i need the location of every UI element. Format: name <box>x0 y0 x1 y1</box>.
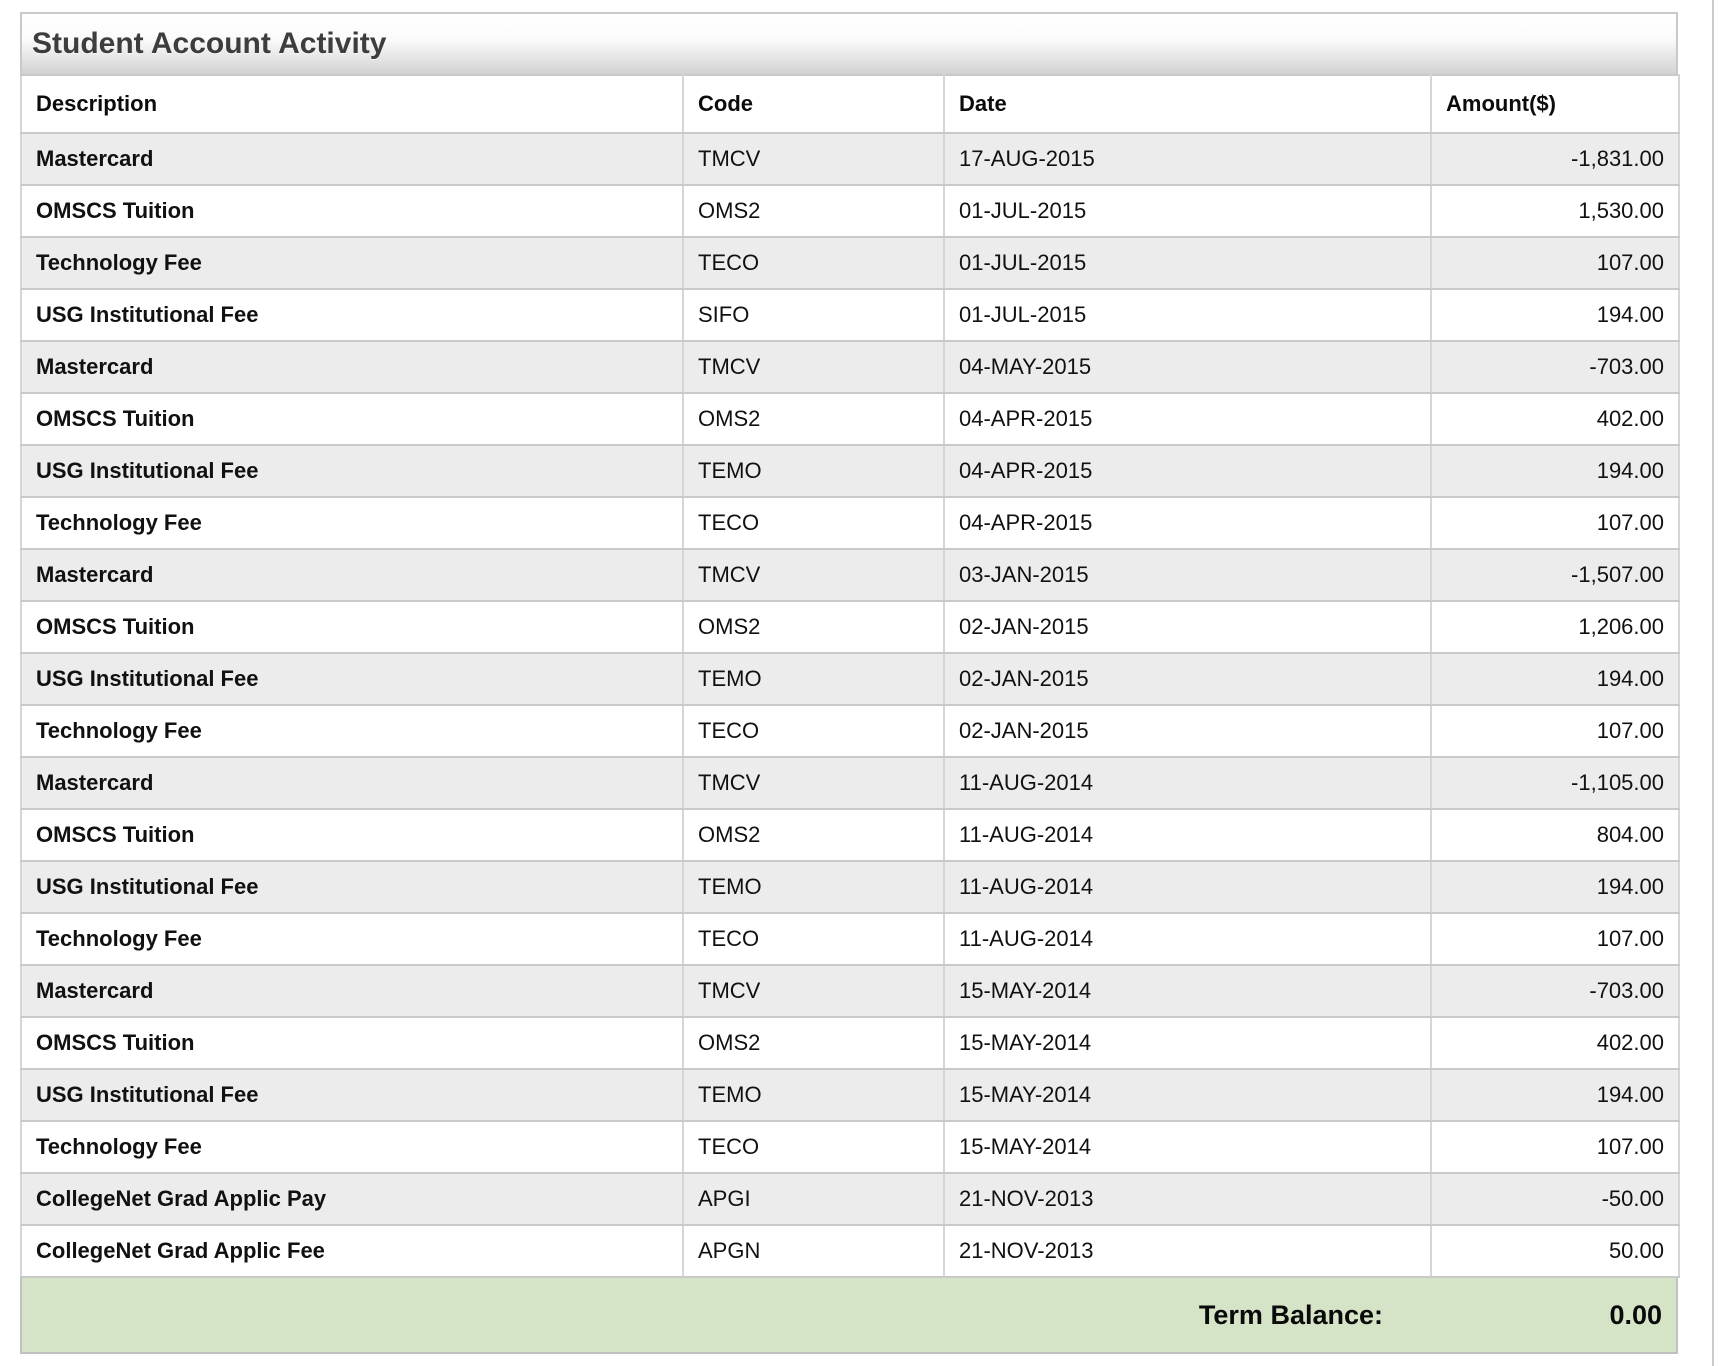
cell-code: TEMO <box>683 445 944 497</box>
cell-date: 21-NOV-2013 <box>944 1173 1431 1225</box>
cell-date: 02-JAN-2015 <box>944 705 1431 757</box>
cell-code: OMS2 <box>683 809 944 861</box>
cell-date: 02-JAN-2015 <box>944 601 1431 653</box>
cell-description: Technology Fee <box>21 705 683 757</box>
panel-title-bar <box>20 12 1678 74</box>
term-balance-label: Term Balance: <box>1198 1299 1383 1330</box>
cell-description: USG Institutional Fee <box>21 289 683 341</box>
cell-description: Technology Fee <box>21 913 683 965</box>
cell-description: Technology Fee <box>21 1121 683 1173</box>
cell-date: 04-APR-2015 <box>944 497 1431 549</box>
cell-description: Mastercard <box>21 549 683 601</box>
cell-amount: 107.00 <box>1431 497 1679 549</box>
cell-description: Mastercard <box>21 757 683 809</box>
cell-date: 15-MAY-2014 <box>944 965 1431 1017</box>
cell-amount: -50.00 <box>1431 1173 1679 1225</box>
cell-date: 11-AUG-2014 <box>944 757 1431 809</box>
table-header <box>21 75 1679 133</box>
table-row <box>21 653 1679 705</box>
cell-code: OMS2 <box>683 393 944 445</box>
cell-code: TECO <box>683 913 944 965</box>
cell-code: TECO <box>683 705 944 757</box>
cell-description: USG Institutional Fee <box>21 445 683 497</box>
table-row <box>21 549 1679 601</box>
cell-amount: -703.00 <box>1431 965 1679 1017</box>
cell-amount: 402.00 <box>1431 393 1679 445</box>
table-row <box>21 289 1679 341</box>
column-header-code: Code <box>683 75 944 133</box>
column-header-amount: Amount($) <box>1431 75 1679 133</box>
table-row <box>21 1121 1679 1173</box>
cell-date: 01-JUL-2015 <box>944 237 1431 289</box>
cell-code: TEMO <box>683 861 944 913</box>
cell-amount: -1,831.00 <box>1431 133 1679 185</box>
cell-description: OMSCS Tuition <box>21 185 683 237</box>
account-activity-table <box>20 74 1680 1278</box>
cell-description: Technology Fee <box>21 497 683 549</box>
cell-description: Technology Fee <box>21 237 683 289</box>
cell-code: TECO <box>683 497 944 549</box>
cell-code: TECO <box>683 237 944 289</box>
table-row <box>21 705 1679 757</box>
cell-description: Mastercard <box>21 965 683 1017</box>
table-row <box>21 237 1679 289</box>
term-balance-row <box>20 1278 1678 1354</box>
cell-date: 01-JUL-2015 <box>944 289 1431 341</box>
cell-amount: -1,507.00 <box>1431 549 1679 601</box>
term-balance-value: 0.00 <box>1609 1299 1662 1330</box>
table-row <box>21 445 1679 497</box>
table-row <box>21 913 1679 965</box>
table-row <box>21 1017 1679 1069</box>
cell-code: APGN <box>683 1225 944 1277</box>
cell-code: TECO <box>683 1121 944 1173</box>
cell-code: TEMO <box>683 1069 944 1121</box>
cell-date: 01-JUL-2015 <box>944 185 1431 237</box>
cell-amount: 804.00 <box>1431 809 1679 861</box>
cell-code: TMCV <box>683 757 944 809</box>
table-row <box>21 861 1679 913</box>
cell-date: 04-MAY-2015 <box>944 341 1431 393</box>
table-row <box>21 1225 1679 1277</box>
cell-amount: 107.00 <box>1431 913 1679 965</box>
cell-amount: 1,530.00 <box>1431 185 1679 237</box>
cell-code: OMS2 <box>683 601 944 653</box>
cell-description: OMSCS Tuition <box>21 601 683 653</box>
table-header-row <box>21 75 1679 133</box>
table-row <box>21 133 1679 185</box>
cell-date: 11-AUG-2014 <box>944 861 1431 913</box>
cell-code: TEMO <box>683 653 944 705</box>
cell-description: USG Institutional Fee <box>21 1069 683 1121</box>
cell-amount: 194.00 <box>1431 445 1679 497</box>
page-edge-divider <box>1712 0 1714 1366</box>
cell-date: 15-MAY-2014 <box>944 1017 1431 1069</box>
table-row <box>21 757 1679 809</box>
page-title: Student Account Activity <box>32 27 387 60</box>
cell-description: CollegeNet Grad Applic Fee <box>21 1225 683 1277</box>
cell-code: OMS2 <box>683 1017 944 1069</box>
cell-amount: 194.00 <box>1431 653 1679 705</box>
table-row <box>21 393 1679 445</box>
cell-date: 15-MAY-2014 <box>944 1069 1431 1121</box>
cell-amount: -703.00 <box>1431 341 1679 393</box>
cell-date: 11-AUG-2014 <box>944 809 1431 861</box>
cell-description: OMSCS Tuition <box>21 1017 683 1069</box>
table-body <box>21 133 1679 1277</box>
cell-date: 04-APR-2015 <box>944 445 1431 497</box>
cell-code: TMCV <box>683 341 944 393</box>
column-header-description: Description <box>21 75 683 133</box>
cell-code: TMCV <box>683 133 944 185</box>
cell-amount: 107.00 <box>1431 705 1679 757</box>
cell-code: APGI <box>683 1173 944 1225</box>
cell-amount: 194.00 <box>1431 289 1679 341</box>
cell-date: 11-AUG-2014 <box>944 913 1431 965</box>
cell-description: USG Institutional Fee <box>21 861 683 913</box>
table-row <box>21 341 1679 393</box>
cell-date: 04-APR-2015 <box>944 393 1431 445</box>
cell-date: 21-NOV-2013 <box>944 1225 1431 1277</box>
table-row <box>21 809 1679 861</box>
cell-amount: 1,206.00 <box>1431 601 1679 653</box>
cell-amount: 194.00 <box>1431 1069 1679 1121</box>
column-header-date: Date <box>944 75 1431 133</box>
cell-code: OMS2 <box>683 185 944 237</box>
cell-amount: 107.00 <box>1431 237 1679 289</box>
table-row <box>21 1173 1679 1225</box>
cell-description: CollegeNet Grad Applic Pay <box>21 1173 683 1225</box>
cell-date: 17-AUG-2015 <box>944 133 1431 185</box>
cell-date: 02-JAN-2015 <box>944 653 1431 705</box>
cell-code: TMCV <box>683 965 944 1017</box>
table-row <box>21 185 1679 237</box>
cell-amount: -1,105.00 <box>1431 757 1679 809</box>
cell-amount: 402.00 <box>1431 1017 1679 1069</box>
cell-description: USG Institutional Fee <box>21 653 683 705</box>
cell-amount: 107.00 <box>1431 1121 1679 1173</box>
cell-description: OMSCS Tuition <box>21 809 683 861</box>
cell-description: Mastercard <box>21 133 683 185</box>
table-row <box>21 965 1679 1017</box>
cell-date: 15-MAY-2014 <box>944 1121 1431 1173</box>
table-row <box>21 1069 1679 1121</box>
cell-amount: 194.00 <box>1431 861 1679 913</box>
cell-amount: 50.00 <box>1431 1225 1679 1277</box>
cell-code: TMCV <box>683 549 944 601</box>
table-row <box>21 601 1679 653</box>
cell-date: 03-JAN-2015 <box>944 549 1431 601</box>
cell-description: OMSCS Tuition <box>21 393 683 445</box>
cell-code: SIFO <box>683 289 944 341</box>
cell-description: Mastercard <box>21 341 683 393</box>
table-row <box>21 497 1679 549</box>
student-account-activity-panel <box>20 12 1678 1354</box>
